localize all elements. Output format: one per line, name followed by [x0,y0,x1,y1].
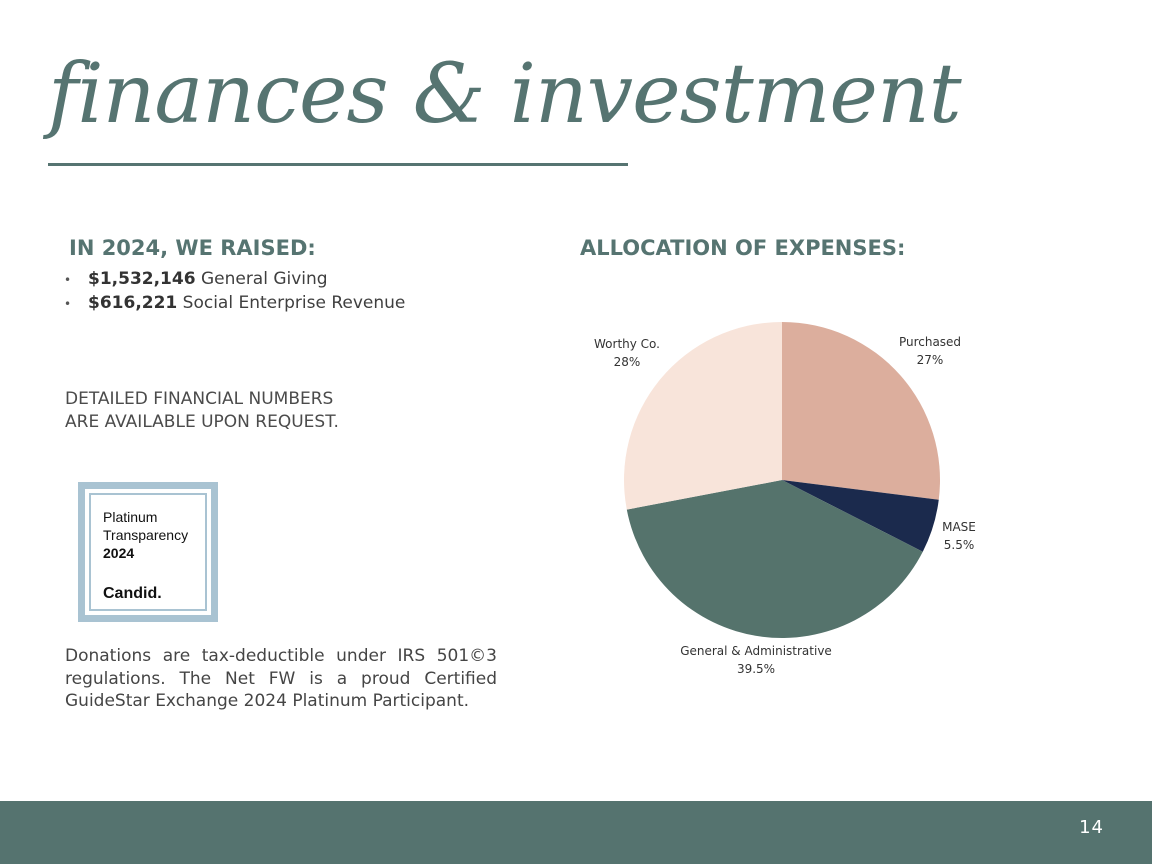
raised-amount: $616,221 [88,293,178,313]
pie-label-percent: 39.5% [736,662,776,676]
pie-label-percent: 5.5% [943,538,975,552]
badge-line: Transparency [103,527,189,543]
footer-bar [0,801,1152,864]
bullet-icon: • [64,273,72,287]
pie-label-name: General & Administrative [680,644,832,658]
raised-label: Social Enterprise Revenue [182,293,406,313]
raised-item [60,268,405,292]
page-number: 14 [1079,817,1104,838]
pie-label-percent: 28% [613,355,641,369]
pie-label-name: MASE [942,520,976,534]
pie-label-percent: 27% [916,353,944,367]
badge-year: 2024 [103,545,135,561]
badge-line: Platinum [103,509,158,525]
raised-amount: $1,532,146 [88,269,196,289]
bullet-icon: • [64,297,72,311]
transparency-badge [78,482,218,622]
raised-item [60,292,405,316]
page-title: finances & investment [48,47,961,142]
raised-heading: IN 2024, WE RAISED: [69,236,316,260]
badge-brand: Candid. [103,585,162,602]
raised-list [60,268,405,316]
detail-line: DETAILED FINANCIAL NUMBERS [65,389,334,409]
detail-note [65,388,339,434]
detail-line: ARE AVAILABLE UPON REQUEST. [65,412,339,432]
raised-label: General Giving [200,269,328,289]
title-underline [48,163,628,166]
expense-pie-chart [560,300,1000,700]
pie-label-name: Worthy Co. [594,337,660,351]
allocation-heading: ALLOCATION OF EXPENSES: [580,236,906,260]
tax-disclaimer: Donations are tax-deductible under IRS 501©3 regulations. The Net FW is a proud Certified GuideStar Exchange 2024 Platinum Participant. [65,646,497,711]
pie-label-name: Purchased [898,335,962,349]
badge-inner-frame [89,493,207,611]
